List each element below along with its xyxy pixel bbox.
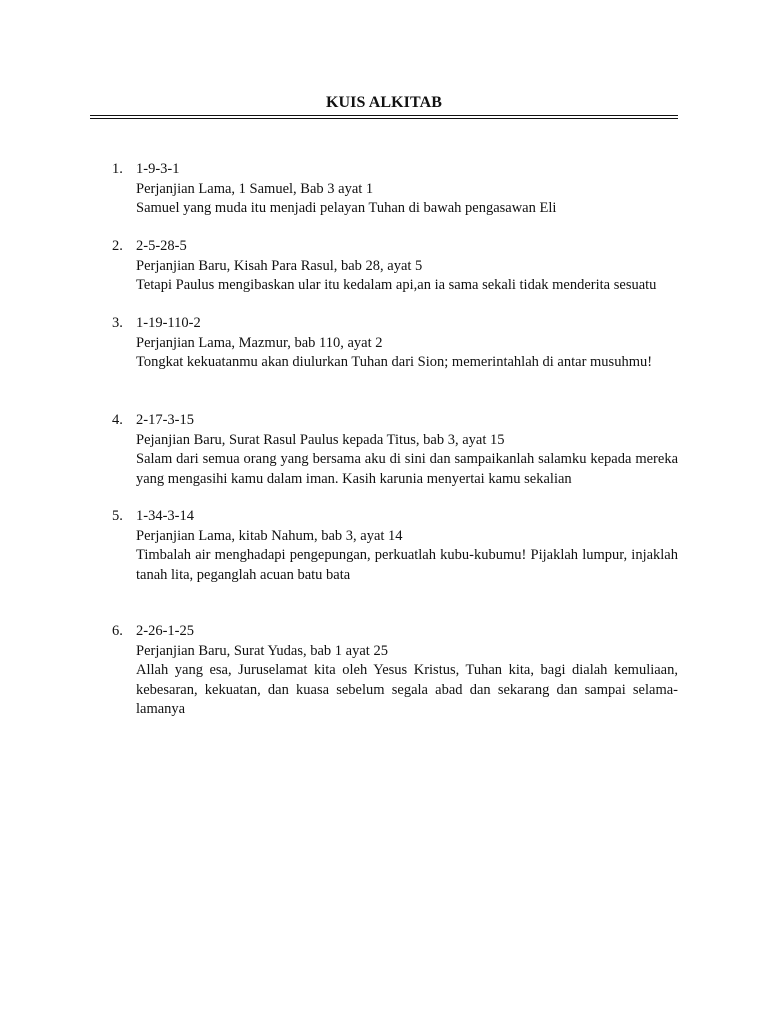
item-code: 2-26-1-25 (136, 623, 194, 639)
item-number: 6. (112, 623, 123, 639)
item-reference: Perjanjian Baru, Surat Yudas, bab 1 ayat 25 (136, 642, 388, 659)
item-reference: Perjanjian Baru, Kisah Para Rasul, bab 28, ayat 5 (136, 257, 423, 274)
quiz-item-5 (112, 507, 678, 585)
item-number: 2. (112, 238, 123, 254)
item-verse: Samuel yang muda itu menjadi pelayan Tuhan di bawah pengasawan Eli (136, 200, 557, 216)
title-double-rule (90, 115, 678, 119)
item-verse: Salam dari semua orang yang bersama aku di sini dan sampaikanlah salamku kepada mereka yang mengasihi kamu dalam iman. Kasih karunia menyertai kamu sekalian (136, 451, 678, 487)
item-number: 1. (112, 161, 123, 177)
item-reference: Perjanjian Lama, 1 Samuel, Bab 3 ayat 1 (136, 180, 374, 197)
item-code: 1-34-3-14 (136, 508, 194, 524)
item-number: 4. (112, 412, 123, 428)
quiz-item-1 (112, 160, 678, 219)
item-verse: Tongkat kekuatanmu akan diulurkan Tuhan dari Sion; memerintahlah di antar musuhmu! (136, 354, 653, 370)
item-verse: Timbalah air menghadapi pengepungan, perkuatlah kubu-kubumu! Pijaklah lumpur, injaklah tanah lita, peganglah acuan batu bata (136, 547, 678, 583)
quiz-item-6 (112, 622, 678, 720)
item-code: 2-5-28-5 (136, 238, 187, 254)
item-code: 1-9-3-1 (136, 161, 180, 177)
quiz-item-2 (112, 237, 678, 296)
item-number: 3. (112, 315, 123, 331)
item-verse: Allah yang esa, Juruselamat kita oleh Yesus Kristus, Tuhan kita, bagi dialah kemuliaan, kebesaran, kekuatan, dan kuasa sebelum segala abad dan sekarang dan sampai selama-lamanya (136, 662, 678, 717)
quiz-item-3 (112, 314, 678, 373)
item-code: 1-19-110-2 (136, 315, 201, 331)
quiz-item-4 (112, 411, 678, 489)
item-reference: Perjanjian Lama, kitab Nahum, bab 3, ayat 14 (136, 527, 403, 544)
item-code: 2-17-3-15 (136, 412, 194, 428)
item-reference: Perjanjian Lama, Mazmur, bab 110, ayat 2 (136, 334, 383, 351)
item-number: 5. (112, 508, 123, 524)
item-reference: Pejanjian Baru, Surat Rasul Paulus kepada Titus, bab 3, ayat 15 (136, 431, 505, 448)
item-verse: Tetapi Paulus mengibaskan ular itu kedalam api,an ia sama sekali tidak menderita sesuatu (136, 277, 657, 293)
page-title: KUIS ALKITAB (325, 94, 443, 111)
